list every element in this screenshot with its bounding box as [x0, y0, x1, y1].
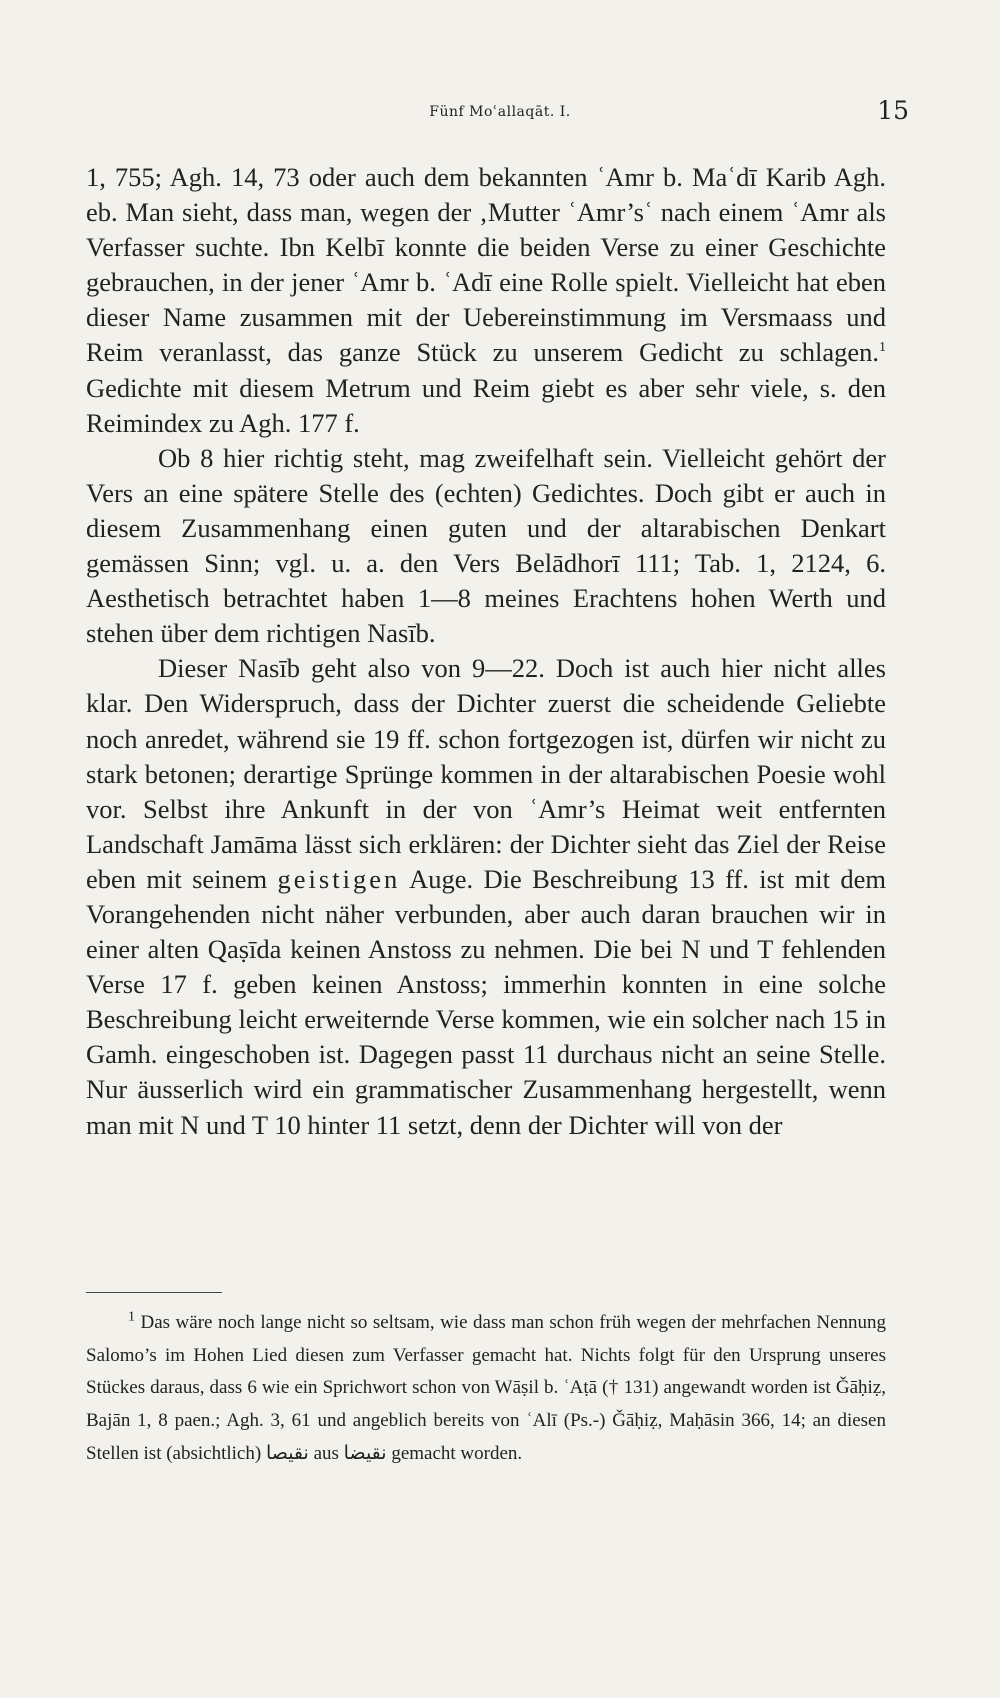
footnote-text-3: gemacht worden. [386, 1443, 523, 1464]
spaced-emphasis: geistigen [277, 863, 401, 894]
paragraph-3 [86, 651, 886, 1142]
paragraph-2: Ob 8 hier richtig steht, mag zweifelhaft sein. Vielleicht gehört der Vers an eine spätere Stelle des (echten) Gedichtes. Doch gibt er auch in diesem Zusammenhang einen guten und der altarabischen Denkart gemässen Sinn; vgl. u. a. den Vers Belādhorī 111; Tab. 1, 2124, 6. Aesthetisch betrachtet haben 1—8 meines Erachtens hohen Werth und stehen über dem richtigen Nasīb. [86, 442, 886, 649]
paragraph-1-text: 1, 755; Agh. 14, 73 oder auch dem bekannten ʿAmr b. Maʿdī Karib Agh. eb. Man sieht, dass man, wegen der ‚Mutter ʿAmr’sʿ nach einem ʿAmr als Verfasser suchte. Ibn Kelbī konnte die beiden Verse zu einer Geschichte gebrauchen, in der jener ʿAmr b. ʿAdī eine Rolle spielt. Vielleicht hat eben dieser Name zusammen mit der Uebereinstimmung im Versmaass und Reim veranlasst, das ganze Stück zu unserem Gedicht zu schlagen. [86, 162, 886, 368]
footnote-divider [86, 1292, 222, 1293]
paragraph-3-text: Dieser Nasīb geht also von 9—22. Doch ist auch hier nicht alles klar. Den Widerspruch, dass der Dichter zuerst die scheidende Geliebte noch anredet, während sie 19 ff. schon fortgezogen ist, dürfen wir nicht zu stark betonen; derartige Sprünge kommen in der altarabischen Poesie wohl vor. Selbst ihre Ankunft in der von ʿAmr’s Heimat weit entfernten Landschaft Jamāma lässt sich erklären: der Dichter sieht das Ziel der Reise eben mit seinem [86, 653, 886, 894]
paragraph-1 [86, 160, 886, 441]
footnote-text: Das wäre noch lange nicht so seltsam, wie dass man schon früh wegen der mehrfachen Nennung Salomo’s im Hohen Lied diesen zum Verfasser gemacht hat. Nichts folgt für den Ursprung unseres Stückes daraus, dass 6 wie ein Sprichwort schon von Wāṣil b. ʿAṭā († 131) angewandt worden ist Ǧāḥiẓ, Bajān 1, 8 paen.; Agh. 3, 61 und angeblich bereits von ʿAlī (Ps.-) Ǧāḥiẓ, Maḥāsin 366, 14; an diesen Stellen ist (absichtlich) [86, 1312, 887, 1464]
paragraph-3-text-continued: Auge. Die Beschreibung 13 ff. ist mit dem Vorangehenden nicht näher verbunden, aber auch daran brauchen wir in einer alten Qaṣīda keinen Anstoss zu nehmen. Die bei N und T fehlenden Verse 17 f. geben keinen Anstoss; immerhin konnten in eine solche Beschreibung leicht erweiternde Verse kommen, wie ein solcher nach 15 in Gamh. eingeschoben ist. Dagegen passt 11 durchaus nicht an seine Stelle. Nur äusserlich wird ein grammatischer Zusammenhang hergestellt, wenn man mit N und T 10 hinter 11 setzt, denn der Dichter will von der [86, 863, 886, 1140]
running-title: Fünf Moʿallaqāt. I. [429, 104, 571, 120]
footnote-mark: 1 [128, 1309, 135, 1325]
body-text [86, 160, 886, 1143]
running-head [85, 96, 915, 132]
page-number: 15 [877, 96, 909, 125]
arabic-word-2: نقيضا [343, 1442, 387, 1464]
footnote [86, 1307, 886, 1471]
footnote-text-2: aus [308, 1443, 344, 1464]
footnote-reference: 1 [879, 340, 886, 356]
arabic-word-1: نقيصا [265, 1442, 309, 1464]
footnote-paragraph [86, 1307, 886, 1471]
paragraph-1-text-continued: Gedichte mit diesem Metrum und Reim giebt es aber sehr viele, s. den Reimindex zu Agh. 177 f. [86, 372, 886, 438]
